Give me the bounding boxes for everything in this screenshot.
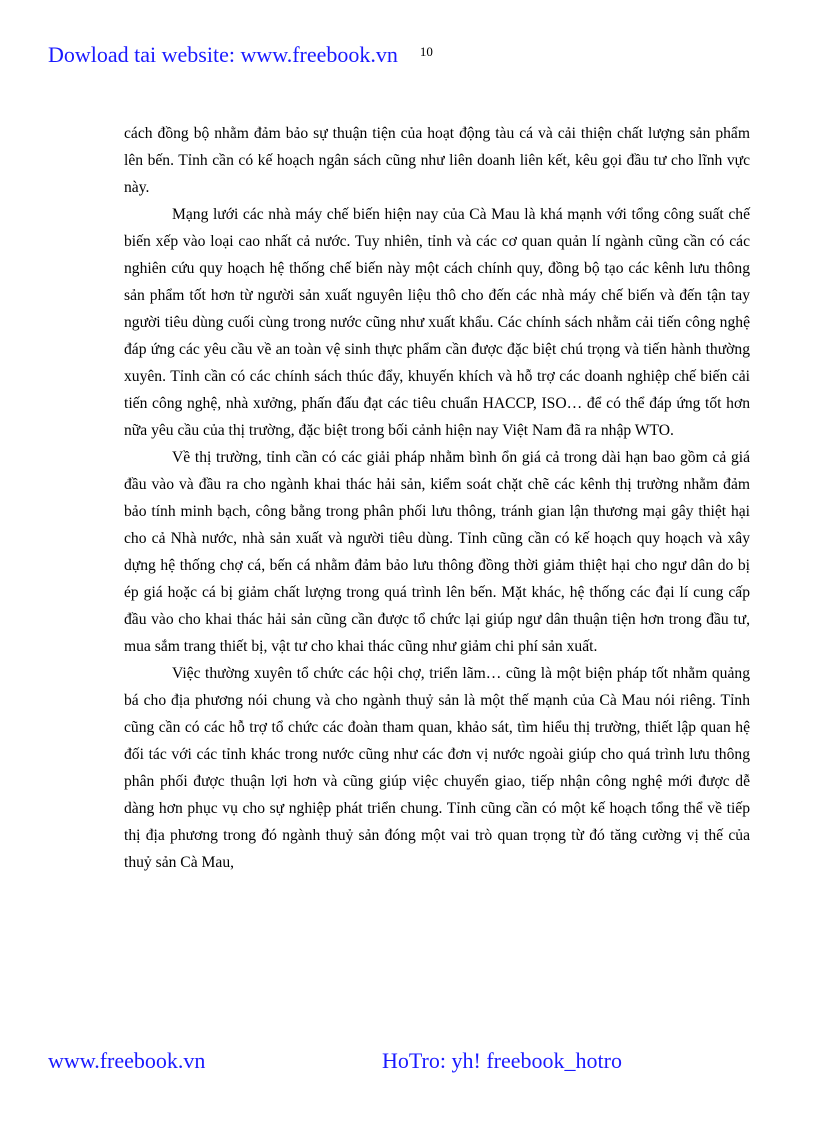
- header-website-link[interactable]: Dowload tai website: www.freebook.vn: [48, 42, 398, 67]
- page-footer: [0, 1048, 816, 1078]
- page-number: 10: [419, 44, 433, 59]
- footer-support-link[interactable]: HoTro: yh! freebook_hotro: [382, 1048, 622, 1073]
- document-body: [124, 120, 750, 876]
- paragraph: Mạng lưới các nhà máy chế biến hiện nay của Cà Mau là khá mạnh với tổng công suất chế biến xếp vào loại cao nhất cả nước. Tuy nhiên, tỉnh và các cơ quan quản lí ngành cũng cần có các nghiên cứu quy hoạch hệ thống chế biến này một cách chính quy, đồng bộ tạo các kênh lưu thông sản phẩm tốt hơn từ người sản xuất nguyên liệu thô cho đến các nhà máy chế biến và đến tận tay người tiêu dùng cuối cùng trong nước cũng như xuất khẩu. Các chính sách nhằm cải tiến công nghệ đáp ứng các yêu cầu về an toàn vệ sinh thực phẩm cần được đặc biệt chú trọng và tiến hành thường xuyên. Tỉnh cần có các chính sách thúc đẩy, khuyến khích và hỗ trợ các doanh nghiệp chế biến cải tiến công nghệ, nhà xưởng, phấn đấu đạt các tiêu chuẩn HACCP, ISO… để có thể đáp ứng tốt hơn nữa yêu cầu của thị trường, đặc biệt trong bối cảnh hiện nay Việt Nam đã ra nhập WTO.: [124, 206, 750, 439]
- paragraph: cách đồng bộ nhằm đảm bảo sự thuận tiện của hoạt động tàu cá và cải thiện chất lượng sản phẩm lên bến. Tỉnh cần có kế hoạch ngân sách cũng như liên doanh liên kết, kêu gọi đầu tư cho lĩnh vực này.: [124, 125, 750, 196]
- paragraph: Về thị trường, tỉnh cần có các giải pháp nhằm bình ổn giá cả trong dài hạn bao gồm cả giá đầu vào và đầu ra cho ngành khai thác hải sản, kiểm soát chặt chẽ các kênh thị trường nhằm đảm bảo tính minh bạch, công bằng trong phân phối lưu thông, tránh gian lận thương mại gây thiệt hại cho cả Nhà nước, nhà sản xuất và người tiêu dùng. Tỉnh cũng cần có kế hoạch quy hoạch và xây dựng hệ thống chợ cá, bến cá nhằm đảm bảo lưu thông đồng thời giảm thiệt hại cho ngư dân do bị ép giá hoặc cá bị giảm chất lượng trong quá trình lên bến. Mặt khác, hệ thống các đại lí cung cấp đầu vào cho khai thác hải sản cũng cần được tổ chức lại giúp ngư dân thuận tiện hơn trong đầu tư, mua sắm trang thiết bị, vật tư cho khai thác cũng như giảm chi phí sản xuất.: [124, 449, 750, 655]
- page-header: [48, 42, 433, 72]
- footer-website-link[interactable]: www.freebook.vn: [48, 1048, 206, 1073]
- paragraph: Việc thường xuyên tổ chức các hội chợ, triển lãm… cũng là một biện pháp tốt nhằm quảng bá cho địa phương nói chung và cho ngành thuỷ sản là một thế mạnh của Cà Mau nói riêng. Tỉnh cũng cần có các hỗ trợ tổ chức các đoàn tham quan, khảo sát, tìm hiểu thị trường, thiết lập quan hệ đối tác với các tỉnh khác trong nước cũng như các đơn vị nước ngoài giúp cho quá trình lưu thông phân phối được thuận lợi hơn và cũng giúp việc chuyển giao, tiếp nhận công nghệ mới được dễ dàng hơn phục vụ cho sự nghiệp phát triển chung. Tỉnh cũng cần có một kế hoạch tổng thể về tiếp thị địa phương trong đó ngành thuỷ sản đóng một vai trò quan trọng từ đó tăng cường vị thế của thuỷ sản Cà Mau,: [124, 665, 750, 871]
